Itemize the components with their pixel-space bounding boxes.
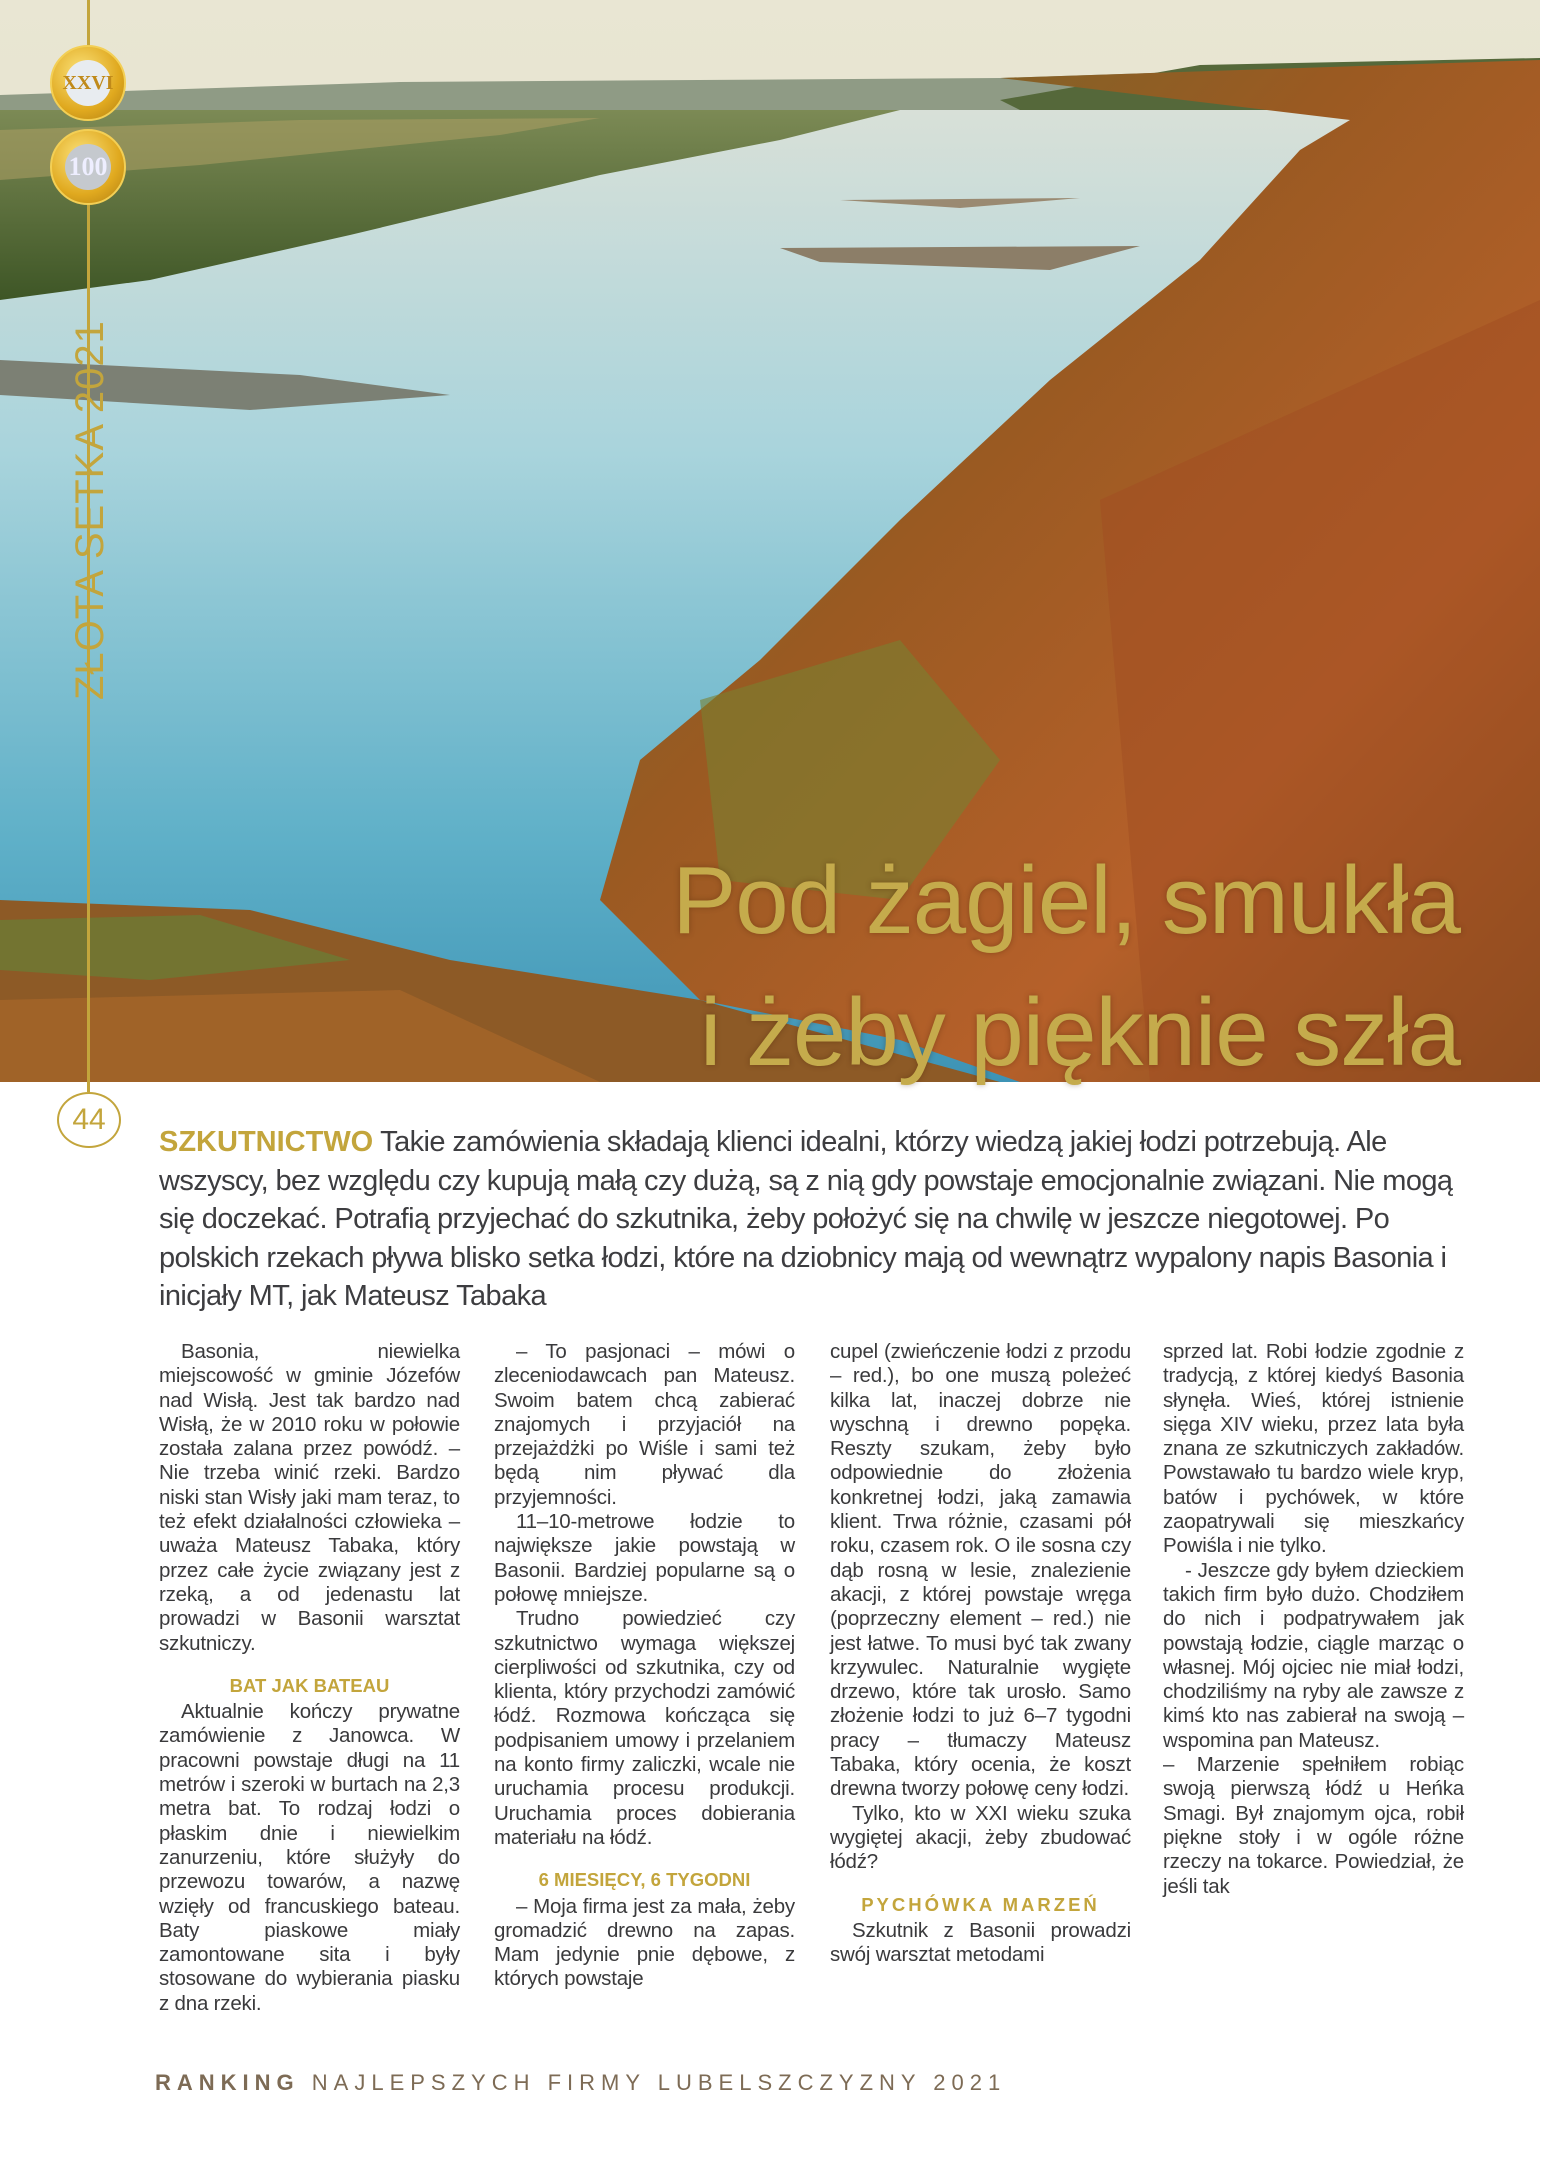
column-4 [1163,1340,1464,1899]
title-line-2: i żeby pięknie szła [699,979,1460,1086]
paragraph: – Moja firma jest za mała, żeby gromadzić drewno na zapas. Mam jedynie pnie dębowe, z których powstaje [494,1894,795,1991]
paragraph: Aktualnie kończy prywatne zamówienie z Janowca. W pracowni powstaje długi na 11 metrów i szeroki w burtach na 2,3 metra bat. To rodzaj łodzi o płaskim dnie i niewielkim zanurzeniu, które służyły do przewozu towarów, a nazwę wzięły od francuskiego bateau. Baty piaskowe miały zamontowane sita i były stosowane do wybierania piasku z dna rzeki. [159,1700,460,2015]
paragraph: sprzed lat. Robi łodzie zgodnie z tradycją, z której kiedyś Basonia słynęła. Wieś, której istnienie sięga XIV wieku, przez lata była znana ze szkutniczych zakładów. Powstawało tu bardzo wiele kryp, batów i pychówek, w które zaopatrywali się mieszkańcy Powiśla i nie tylko. [1163,1340,1464,1558]
coin-edition-icon: XXVI [50,45,126,121]
subheading: PYCHÓWKA MARZEŃ [861,1893,1100,1915]
award-coins [50,45,128,213]
paragraph: 11–10-metrowe łodzie to największe jakie powstają w Basonii. Bardziej popularne są o połowę mniejsze. [494,1510,795,1606]
lead-paragraph [159,1123,1479,1316]
paragraph: cupel (zwieńczenie łodzi z przodu – red.), bo one muszą poleżeć kilka lat, inaczej dobrze nie wyschną i drewno popęka. Reszty szukam, żeby było odpowiednie do złożenia konkretnej łodzi, jaką zamawia klient. Trwa różnie, czasami pół roku, czasem rok. O ile sosna czy dąb rosną w lesie, znalezienie akacji, z której powstaje wręga (poprzeczny element – red.) nie jest łatwe. To musi być tak zwany krzywulec. Naturalnie wygięte drzewo, które tak urosło. Samo złożenie łodzi to już 6–7 tygodni pracy – tłumaczy Mateusz Tabaka, który ocenia, że koszt drewna tworzy połowę ceny łodzi. [830,1340,1131,1801]
subheading: 6 MIESIĘCY, 6 TYGODNI [538,1869,751,1891]
column-2 [494,1340,795,1992]
page-number: 44 [57,1092,121,1148]
column-1 [159,1340,460,2016]
paragraph: – Marzenie spełniłem robiąc swoją pierwszą łódź u Heńka Smagi. Był znajomym ojca, robił piękne stoły i w ogóle różne rzeczy na tokarce. Powiedział, że jeśli tak [1163,1753,1464,1898]
lead-kicker: SZKUTNICTWO [159,1126,374,1158]
paragraph: Trudno powiedzieć czy szkutnictwo wymaga większej cierpliwości od szkutnika, czy od klienta, który przychodzi zamówić łódź. Rozmowa kończąca się podpisaniem umowy i przelaniem na konto firmy zaliczki, wcale nie uruchamia procesu produkcji. Uruchamia proces dobierania materiału na łódź. [494,1607,795,1849]
article-title [672,835,1460,1099]
page-footer [155,2070,1006,2096]
gold-rule-top [87,0,90,48]
paragraph: Tylko, kto w XXI wieku szuka wygiętej akacji, żeby zbudować łódź? [830,1801,1131,1874]
paragraph: Basonia, niewielka miejscowość w gminie Józefów nad Wisłą. Jest tak bardzo nad Wisłą, że w 2010 roku w połowie została zalana przez powódź. – Nie trzeba winić rzeki. Bardzo niski stan Wisły jaki mam teraz, to też efekt działalności człowieka – uważa Mateusz Tabaka, który przez całe życie związany jest z rzeką, a od jedenastu lat prowadzi w Basonii warsztat szkutniczy. [159,1340,460,1655]
lead-text: Takie zamówienia składają klienci idealni, którzy wiedzą jakiej łodzi potrzebują. Ale wszyscy, bez względu czy kupują małą czy dużą, są z nią gdy powstaje emocjonalnie związani. Nie mogą się doczekać. Potrafią przyjechać do szkutnika, żeby położyć się na chwilę w jeszcze niegotowej. Po polskich rzekach pływa blisko setka łodzi, które na dziobnicy mają od wewnątrz wypalony napis Basonia i inicjały MT, jak Mateusz Tabaka [159,1126,1453,1312]
title-line-1: Pod żagiel, smukła [672,847,1460,954]
paragraph: Szkutnik z Basonii prowadzi swój warsztat metodami [830,1918,1131,1967]
section-label: ZŁOTA SETKA 2021 [68,320,112,700]
column-3 [830,1340,1131,1967]
footer-bold: RANKING [155,2070,300,2095]
paragraph: – To pasjonaci – mówi o zleceniodawcach pan Mateusz. Swoim batem chcą zabierać znajomych i przyjaciół na przejażdżki po Wiśle i sami też będą nim pływać dla przyjemności. [494,1340,795,1509]
footer-text: NAJLEPSZYCH FIRMY LUBELSZCZYZNY 2021 [299,2070,1007,2095]
coin-100-icon: 100 [50,129,126,205]
paragraph: - Jeszcze gdy byłem dzieckiem takich firm było dużo. Chodziłem do nich i podpatrywałem jak powstają łodzie, ciągle marząc o własnej. Mój ojciec nie miał łodzi, chodziliśmy na ryby ale zawsze z kimś kto nas zabierał na swoją – wspomina pan Mateusz. [1163,1558,1464,1752]
subheading: BAT JAK BATEAU [229,1674,390,1696]
